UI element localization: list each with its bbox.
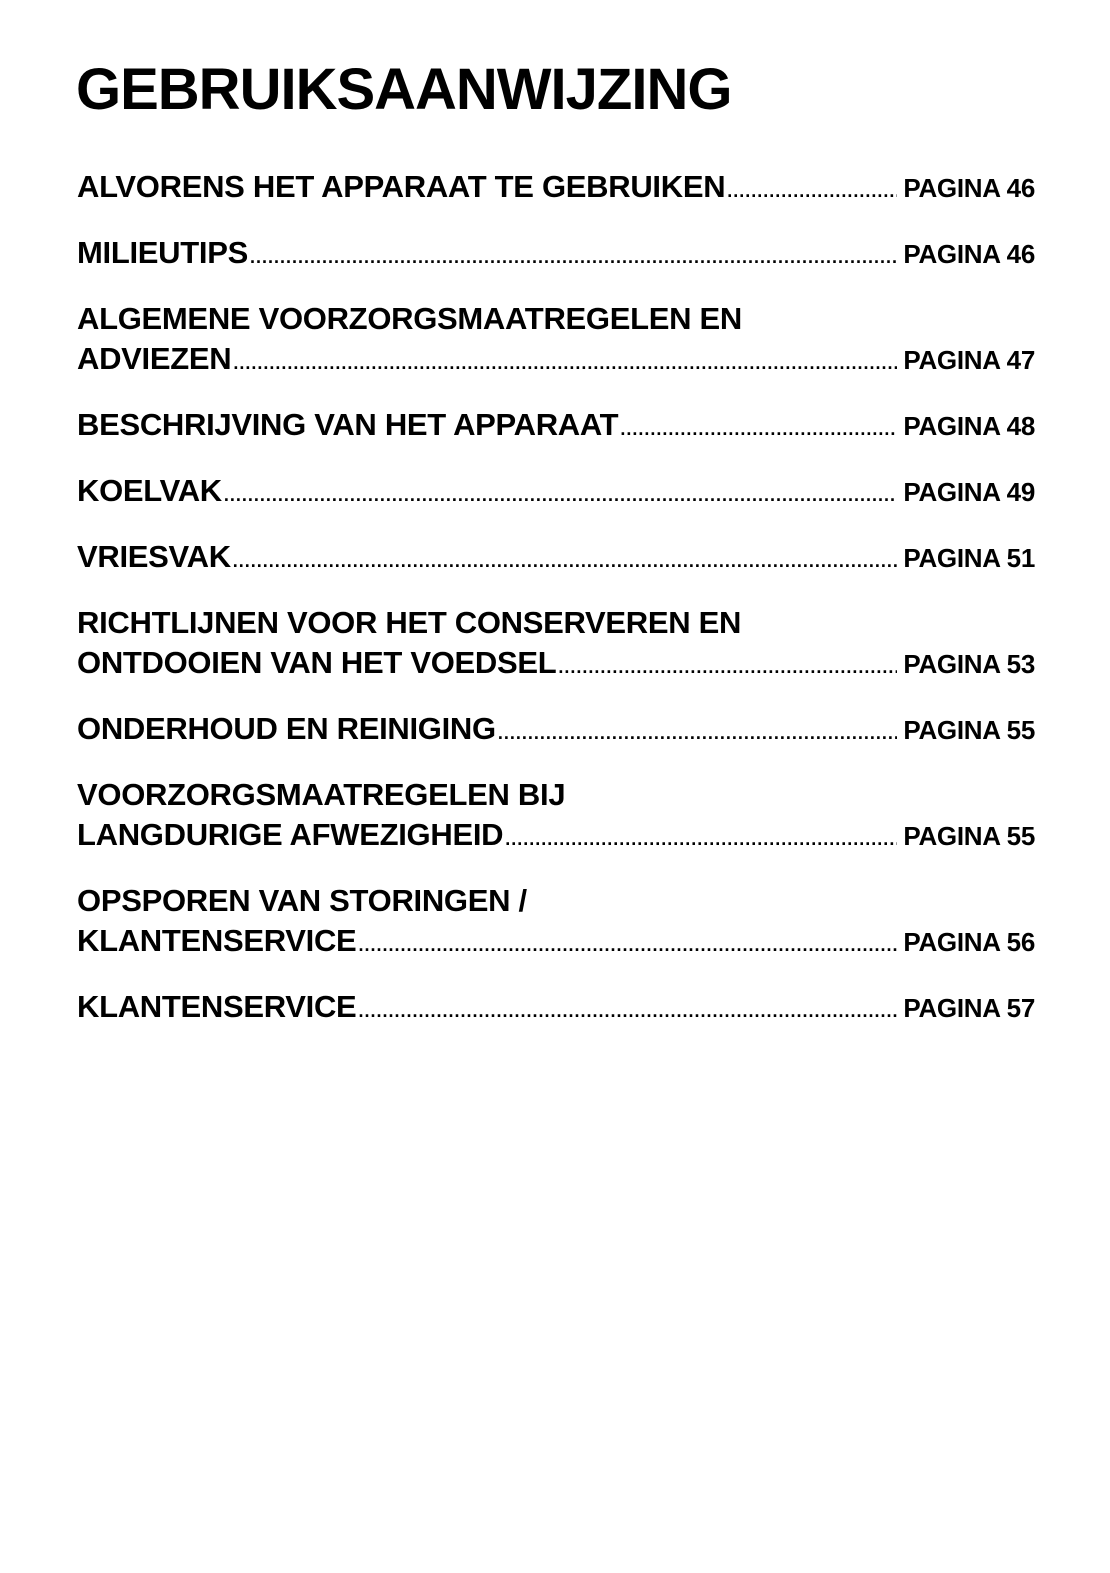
document-title: GEBRUIKSAANWIJZING [76, 57, 732, 122]
toc-page-ref: PAGINA 46 [903, 173, 1035, 203]
toc-page-ref: PAGINA 55 [903, 821, 1035, 851]
toc-leader-dots [505, 819, 897, 859]
table-of-contents [77, 167, 1035, 1053]
toc-entry-title-line: RICHTLIJNEN VOOR HET CONSERVEREN EN [77, 605, 742, 640]
toc-leader-dots [233, 343, 897, 383]
toc-page-ref: PAGINA 53 [903, 649, 1035, 679]
toc-entry [77, 537, 1035, 581]
toc-entry-title: KOELVAK [77, 473, 222, 508]
toc-entry [77, 881, 1035, 965]
toc-entry-title: ADVIEZEN [77, 341, 232, 376]
toc-entry [77, 299, 1035, 383]
toc-entry-title: ONDERHOUD EN REINIGING [77, 711, 496, 746]
toc-entry [77, 603, 1035, 687]
toc-entry-title-line: OPSPOREN VAN STORINGEN / [77, 883, 527, 918]
toc-entry-title-line: VOORZORGSMAATREGELEN BIJ [77, 777, 566, 812]
toc-page-ref: PAGINA 55 [903, 715, 1035, 745]
toc-entry-title: VRIESVAK [77, 539, 231, 574]
toc-entry [77, 167, 1035, 211]
toc-entry [77, 775, 1035, 859]
toc-page-ref: PAGINA 47 [903, 345, 1035, 375]
toc-page-ref: PAGINA 57 [903, 993, 1035, 1023]
toc-entry-title-line: ALGEMENE VOORZORGSMAATREGELEN EN [77, 301, 742, 336]
toc-leader-dots [727, 171, 897, 211]
toc-entry-title: KLANTENSERVICE [77, 989, 357, 1024]
toc-leader-dots [620, 409, 897, 449]
toc-leader-dots [250, 237, 897, 277]
toc-entry-title: KLANTENSERVICE [77, 923, 357, 958]
toc-leader-dots [224, 475, 897, 515]
toc-entry-title: ONTDOOIEN VAN HET VOEDSEL [77, 645, 557, 680]
toc-entry-title: MILIEUTIPS [77, 235, 248, 270]
toc-entry [77, 471, 1035, 515]
toc-entry [77, 987, 1035, 1031]
toc-leader-dots [233, 541, 898, 581]
toc-page-ref: PAGINA 46 [903, 239, 1035, 269]
toc-page-ref: PAGINA 48 [903, 411, 1035, 441]
toc-entry-title: BESCHRIJVING VAN HET APPARAAT [77, 407, 619, 442]
toc-leader-dots [558, 647, 897, 687]
toc-page-ref: PAGINA 49 [903, 477, 1035, 507]
toc-entry [77, 709, 1035, 753]
toc-leader-dots [358, 925, 897, 965]
toc-page-ref: PAGINA 51 [903, 543, 1035, 573]
toc-entry [77, 233, 1035, 277]
toc-leader-dots [498, 713, 898, 753]
toc-leader-dots [358, 991, 897, 1031]
toc-page-ref: PAGINA 56 [903, 927, 1035, 957]
toc-entry-title: LANGDURIGE AFWEZIGHEID [77, 817, 504, 852]
toc-entry-title: ALVORENS HET APPARAAT TE GEBRUIKEN [77, 169, 726, 204]
toc-entry [77, 405, 1035, 449]
